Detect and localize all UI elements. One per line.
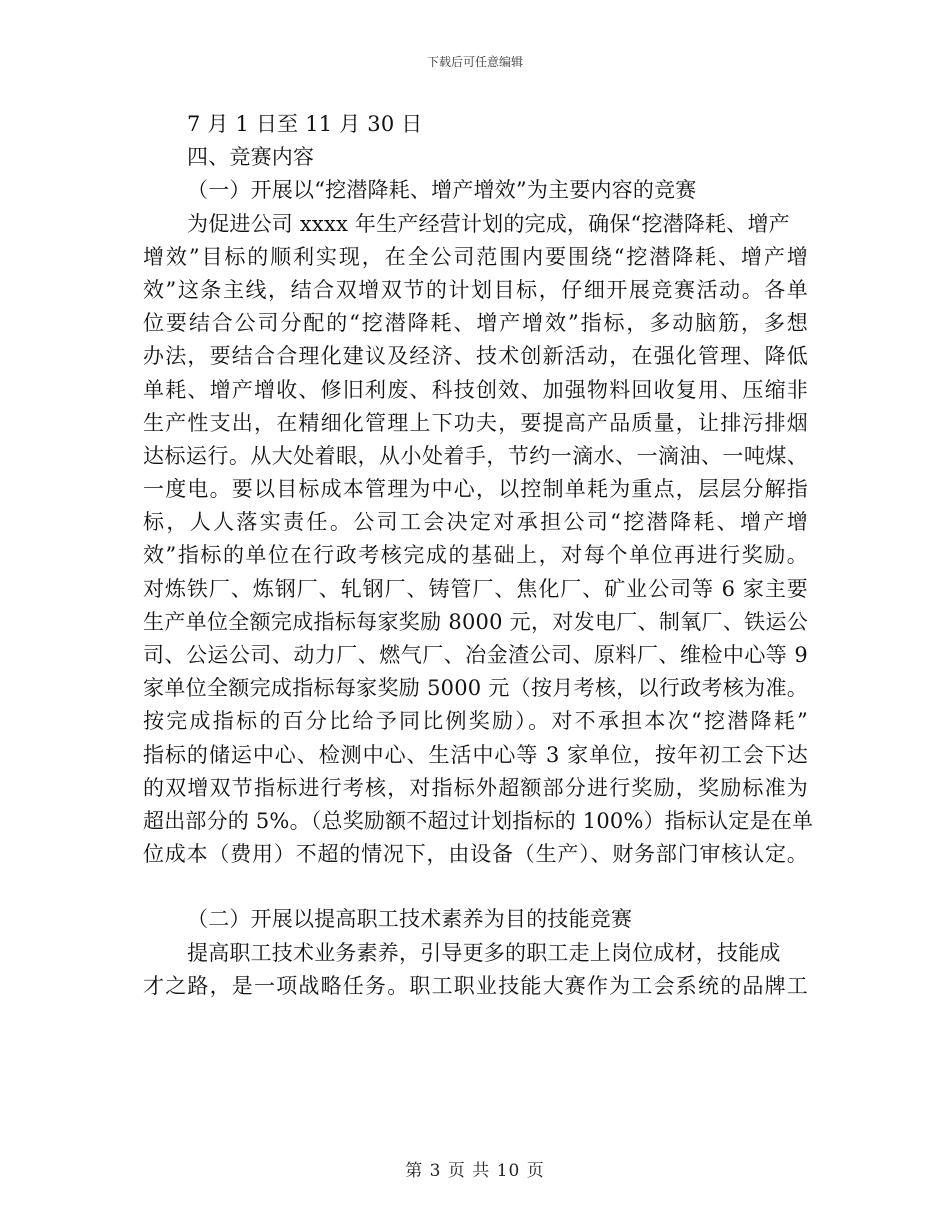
paragraph-line: 生产单位全额完成指标每家奖励 8000 元，对发电厂、制氧厂、铁运公 xyxy=(143,609,808,634)
page-header: 下载后可任意编辑 xyxy=(426,55,523,69)
paragraph-1 xyxy=(143,208,814,872)
paragraph-line: 指标的储运中心、检测中心、生活中心等 3 家单位，按年初工会下达 xyxy=(143,742,808,767)
paragraph-line: 一度电。要以目标成本管理为中心，以控制单耗为重点，层层分解指 xyxy=(143,477,808,502)
paragraph-line: 超出部分的 5%。（总奖励额不超过计划指标的 100%）指标认定是在单 xyxy=(143,808,814,833)
paragraph-line: 位要结合公司分配的“挖潜降耗、增产增效”指标，多动脑筋，多想 xyxy=(143,311,808,336)
paragraph-line: 位成本（费用）不超的情况下，由设备（生产）、财务部门审核认定。 xyxy=(143,842,808,867)
paragraph-line: 的双增双节指标进行考核，对指标外超额部分进行奖励，奖励标准为 xyxy=(143,775,808,800)
paragraph-line: 效”这条主线，结合双增双节的计划目标，仔细开展竞赛活动。各单 xyxy=(143,277,808,302)
paragraph-line: 生产性支出，在精细化管理上下功夫，要提高产品质量，让排污排烟 xyxy=(143,410,808,435)
paragraph-line: 效”指标的单位在行政考核完成的基础上，对每个单位再进行奖励。 xyxy=(143,543,808,568)
section-heading: 四、竞赛内容 xyxy=(187,145,315,170)
page-footer: 第 3 页 共 10 页 xyxy=(405,1161,545,1181)
paragraph-line: 办法，要结合合理化建议及经济、技术创新活动，在强化管理、降低 xyxy=(143,344,808,369)
paragraph-line: 为促进公司 xxxx 年生产经营计划的完成，确保“挖潜降耗、增产 xyxy=(187,211,790,236)
paragraph-line: 单耗、增产增收、修旧利废、科技创效、加强物料回收复用、压缩非 xyxy=(143,377,808,402)
paragraph-line: 按完成指标的百分比给予同比例奖励）。对不承担本次“挖潜降耗” xyxy=(143,709,808,734)
paragraph-2 xyxy=(143,937,808,1003)
paragraph-line: 提高职工技术业务素养，引导更多的职工走上岗位成材，技能成 xyxy=(187,940,781,965)
subsection-heading-1: （一）开展以“挖潜降耗、增产增效”为主要内容的竞赛 xyxy=(187,178,697,203)
paragraph-line: 增效”目标的顺利实现，在全公司范围内要围绕“挖潜降耗、增产增 xyxy=(143,244,808,269)
paragraph-line: 司、公运公司、动力厂、燃气厂、冶金渣公司、原料厂、维检中心等 9 xyxy=(143,643,808,667)
paragraph-line: 家单位全额完成指标每家奖励 5000 元（按月考核，以行政考核为准。 xyxy=(143,676,808,701)
paragraph-gap xyxy=(143,871,808,903)
paragraph-line: 才之路，是一项战略任务。职工职业技能大赛作为工会系统的品牌工 xyxy=(143,973,808,998)
paragraph-line: 达标运行。从大处着眼，从小处着手，节约一滴水、一滴油、一吨煤、 xyxy=(143,443,808,468)
subsection-heading-2: （二）开展以提高职工技术素养为目的技能竞赛 xyxy=(187,907,633,932)
paragraph-line: 标，人人落实责任。公司工会决定对承担公司“挖潜降耗、增产增 xyxy=(143,510,808,535)
document-body xyxy=(143,108,814,1003)
date-range-line: 7 月 1 日至 11 月 30 日 xyxy=(187,112,423,136)
paragraph-line: 对炼铁厂、炼钢厂、轧钢厂、铸管厂、焦化厂、矿业公司等 6 家主要 xyxy=(143,576,808,601)
